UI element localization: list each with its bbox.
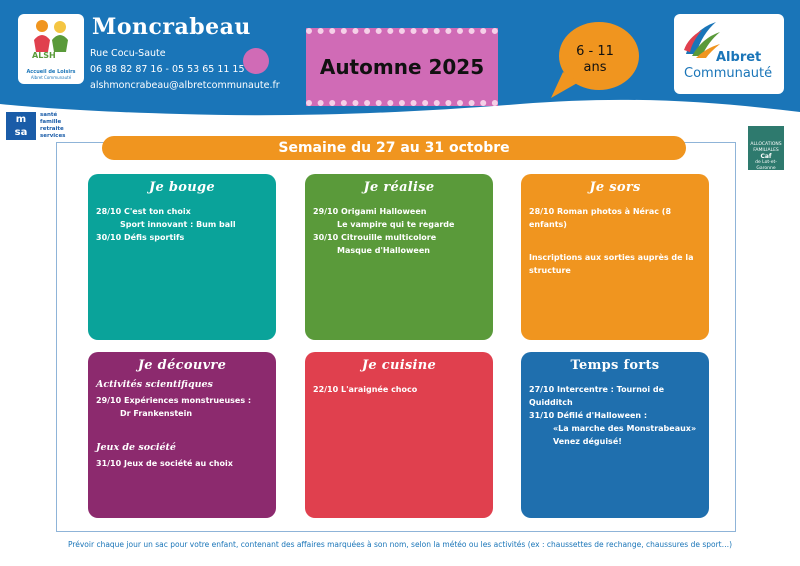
card-title: Je réalise bbox=[363, 180, 435, 195]
activity-line: 27/10 Intercentre : Tournoi de Quidditch bbox=[529, 385, 665, 407]
season-banner bbox=[306, 28, 498, 106]
page-title: Moncrabeau bbox=[92, 14, 251, 40]
season-label: Automne 2025 bbox=[319, 55, 485, 79]
card-temps-forts bbox=[521, 352, 709, 518]
activity-line: 31/10 Jeux de société au choix bbox=[96, 459, 233, 468]
msa-line: santé bbox=[40, 112, 58, 118]
card-je-decouvre bbox=[88, 352, 276, 518]
email[interactable]: alshmoncrabeau@albretcommunaute.fr bbox=[90, 80, 280, 91]
alsh-letters: ALSH bbox=[32, 51, 56, 58]
albret-name: Albret bbox=[716, 50, 762, 65]
age-range-unit: ans bbox=[583, 60, 607, 75]
activity-line: 30/10 Défis sportifs bbox=[96, 233, 185, 242]
activity-line: Dr Frankenstein bbox=[120, 409, 193, 418]
activity-line: 29/10 Expériences monstrueuses : bbox=[96, 396, 252, 405]
activity-line: 28/10 C'est ton choix bbox=[96, 207, 191, 216]
activity-line: Le vampire qui te regarde bbox=[337, 220, 455, 229]
activity-line: 30/10 Citrouille multicolore bbox=[313, 233, 437, 242]
msa-mark-1: m bbox=[15, 114, 27, 125]
msa-logo bbox=[6, 112, 36, 140]
alsh-children-icon bbox=[28, 18, 74, 58]
section-subtitle: Jeux de société bbox=[96, 442, 176, 453]
activity-line: 22/10 L'araignée choco bbox=[313, 385, 418, 394]
activity-line: 28/10 Roman photos à Nérac (8 enfants) bbox=[529, 207, 672, 229]
msa-line: retraite bbox=[40, 126, 64, 132]
msa-mark-2: sa bbox=[14, 127, 28, 138]
section-subtitle: Activités scientifiques bbox=[96, 379, 213, 390]
card-title: Je sors bbox=[589, 180, 641, 195]
activity-line: Inscriptions aux sorties auprès de la structure bbox=[529, 253, 694, 275]
activity-line: 31/10 Défilé d'Halloween : bbox=[529, 411, 648, 420]
decorative-dot bbox=[243, 48, 269, 74]
card-je-bouge bbox=[88, 174, 276, 340]
footer-note: Prévoir chaque jour un sac pour votre enfant, contenant des affaires marquées à son nom, selon la météo ou les activités (ex : chaussettes de rechange, chaussures de sport…) bbox=[67, 540, 733, 549]
activity-line: 29/10 Origami Halloween bbox=[313, 207, 427, 216]
caf-line: FAMILIALES bbox=[753, 148, 779, 153]
activity-line: Venez déguisé! bbox=[553, 437, 622, 446]
activity-line: Sport innovant : Bum ball bbox=[120, 220, 236, 229]
alsh-caption-1: Accueil de Loisirs bbox=[26, 69, 76, 75]
activity-line: Masque d'Halloween bbox=[337, 246, 430, 255]
card-title: Temps forts bbox=[570, 358, 660, 373]
week-banner: Semaine du 27 au 31 octobre bbox=[102, 136, 686, 160]
msa-line: famille bbox=[40, 119, 62, 125]
card-je-realise bbox=[305, 174, 493, 340]
msa-line: services bbox=[40, 133, 66, 139]
caf-line: Caf bbox=[760, 153, 772, 160]
card-title: Je bouge bbox=[149, 180, 215, 195]
age-range-value: 6 - 11 bbox=[576, 44, 614, 59]
card-title: Je découvre bbox=[137, 358, 227, 373]
card-je-sors bbox=[521, 174, 709, 340]
activity-line: «La marche des Monstrabeaux» bbox=[553, 424, 697, 433]
card-je-cuisine bbox=[305, 352, 493, 518]
caf-logo bbox=[748, 126, 784, 170]
caf-line: ALLOCATIONS bbox=[750, 142, 782, 147]
alsh-logo bbox=[18, 14, 84, 84]
phone: 06 88 82 87 16 - 05 53 65 11 15 bbox=[90, 64, 245, 75]
age-range bbox=[549, 44, 641, 76]
msa-text bbox=[40, 112, 65, 140]
caf-line: de Lot-et-Garonne bbox=[755, 160, 777, 171]
alsh-caption-2: Albret Communauté bbox=[30, 75, 72, 80]
address: Rue Cocu-Saute bbox=[90, 48, 166, 59]
albret-name-2: Communauté bbox=[684, 66, 773, 81]
card-title: Je cuisine bbox=[361, 358, 437, 373]
